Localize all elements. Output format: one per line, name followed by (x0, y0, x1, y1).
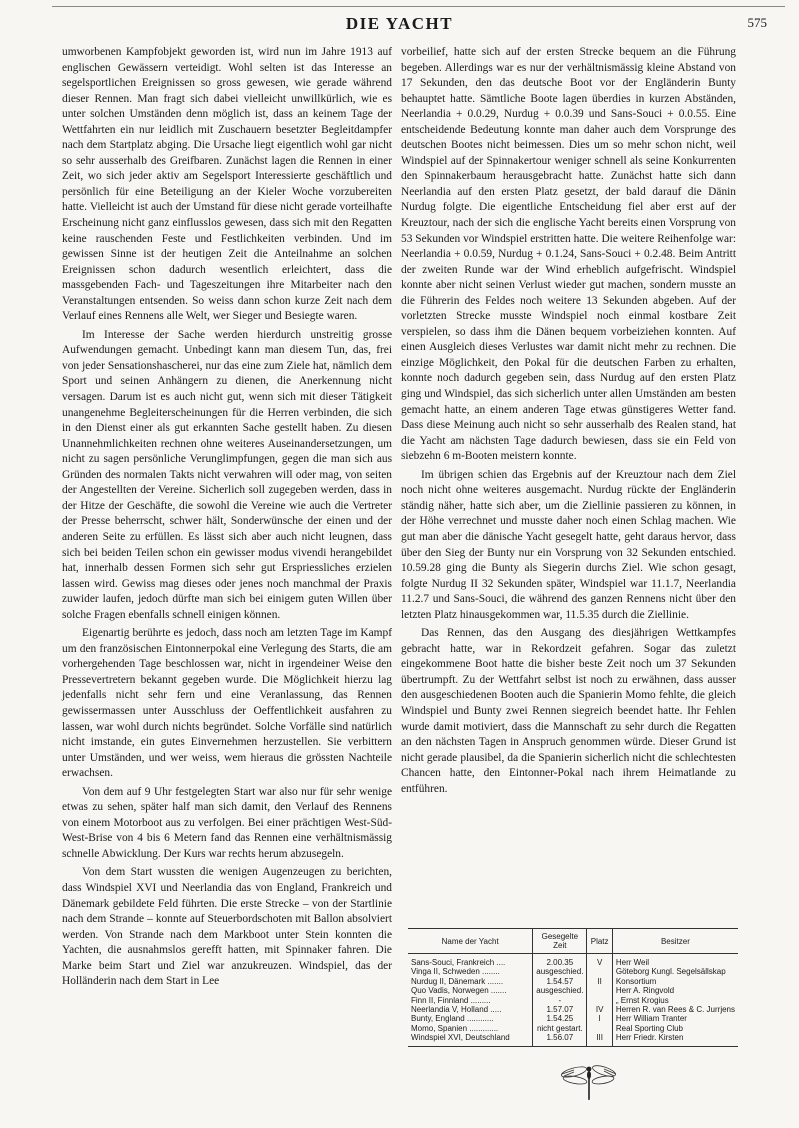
cell-zeit: ausgeschied. (533, 967, 587, 976)
table-row (408, 1005, 738, 1014)
header-zeit: Gesegelte Zeit (533, 929, 587, 954)
header-name: Name der Yacht (408, 929, 533, 954)
page-number: 575 (747, 15, 767, 30)
cell-yacht: Momo, Spanien ............. (411, 1023, 499, 1033)
cell-zeit: 2.00.35 (533, 954, 587, 968)
cell-zeit: 1.54.57 (533, 977, 587, 986)
header-platz: Platz (587, 929, 612, 954)
cell-besitzer: Real Sporting Club (612, 1024, 738, 1033)
table-row (408, 1033, 738, 1046)
page-title: DIE YACHT (345, 14, 454, 33)
paragraph: Im Interesse der Sache werden hierdurch unstreitig grosse Aufwendungen gemacht. Unbedingt kann man diesem Tun, das, frei von jeder Sensationshascherei, nur das eine zum Ziele hat, nämlich dem Sport und seinen Anhängern zu dienen, die Anerkennung nicht versagen. Darum ist es auch nicht gut, wenn sich mit dieser Tätigkeit unangenehme Begleiterscheinungen für die Herren verbinden, die sich in den Dienst einer als gut erkannten Sache gestellt haben. Zu diesen Unannehmlichkeiten rechnen ohne weiteres Auseinandersetzungen, um nicht zu sagen persönliche Verunglimpfungen, gegen die man sich aus Gründen des normalen Takts nicht verwahren will oder mag, von seiten der Angestellten der Vereine. Sicherlich soll zugegeben werden, dass in der Hitze der Geschäfte, die sowohl die Vereine wie auch die Vertreter der Presse beherrscht, schwer hält, Sonderwünsche der einen und der anderen Seite zu erfüllen. Es lässt sich aber auch nicht leugnen, dass sich bei beiden Teilen schon ein gewisser modus vivendi herangebildet hat, innerhalb dessen Formen sich sehr gut Erspriessliches erzielen lassen wird. Gewiss mag dieses oder jenes noch manchmal der Praxis zuwider laufen, jedoch dürfte man sich bei einigem guten Willen über solche Fragen ebenfalls schnell einigen können. (62, 328, 392, 621)
cell-platz: V (587, 954, 612, 968)
cell-zeit: nicht gestart. (533, 1024, 587, 1033)
right-column (401, 45, 736, 797)
table-row (408, 996, 738, 1005)
paragraph: vorbeilief, hatte sich auf der ersten Strecke bequem an die Führung begeben. Allerdings war es nur der verhältnismässig kleine Abstand von 17 Sekunden, den das deutsche Boot vor der Engländerin Bunty behauptet hatte. Sämtliche Boote lagen überdies in kurzen Abständen, Neerlandia + 0.0.29, Nurdug + 0.0.39 und Sans-Souci + 0.0.55. Eine entscheidende Bedeutung konnte man daher auch dem Vorsprunge des deutschen Bootes nicht beimessen. Dies um so mehr schon nicht, weil Windspiel auf der Spinnakertour weniger schnell als seine Konkurrenten den Spinnakerbaum herausgebracht hatte. Zunächst hatte sich dann Neerlandia auf den ersten Platz gesetzt, der bald darauf die Dänin Nurdug folgte. Die eigentliche Entscheidung fiel aber erst auf der Kreuztour, nach der sich die englische Yacht bereits einen Vorsprung von 53 Sekunden vor Windspiel erstritten hatte. Die weitere Reihenfolge war: Neerlandia + 0.0.59, Nurdug + 0.1.24, Sans-Souci + 0.2.48. Beim Antritt der zweiten Runde war der Wind erheblich aufgefrischt. Windspiel konnte aber nicht seinen Verlust wieder gut machen, sondern musste an die Führerin des Feldes noch weitere 13 Sekunden abgeben. Auf der vorletzten Strecke musste Windspiel noch einmal kostbare Zeit verspielen, so dass ihm die Dänen bequem vorbeiziehen konnten. Auf einen Ausgleich dieses Verlustes war damit nicht mehr zu rechnen. Die einzige Möglichkeit, den Pokal für die deutschen Farben zu erhalten, konnte noch dadurch gegeben sein, dass Nurdug auf den ersten Platz ging und Windspiel, das sich sicherlich unter allen Umständen am besten gemacht hatte, an einem anderen Tage etwas günstigeres Wetter fand. Dass diese Meinung auch nicht so sehr ausserhalb des Realen stand, hat die Yacht am nächsten Tage dadurch bewiesen, dass sie ein Feld von siebzehn 6 m-Booten meistern konnte. (401, 46, 736, 463)
cell-platz (587, 1024, 612, 1033)
cell-platz (587, 996, 612, 1005)
cell-platz (587, 986, 612, 995)
cell-zeit: - (533, 996, 587, 1005)
dragonfly-icon (560, 1060, 620, 1102)
cell-besitzer: Herr A. Ringvold (612, 986, 738, 995)
cell-zeit: 1.54.25 (533, 1014, 587, 1023)
cell-platz: II (587, 977, 612, 986)
cell-yacht: Finn II, Finnland ......... (411, 995, 491, 1005)
cell-zeit: 1.57.07 (533, 1005, 587, 1014)
cell-yacht: Windspiel XVI, Deutschland (408, 1033, 533, 1046)
cell-platz: III (587, 1033, 612, 1046)
cell-besitzer: Göteborg Kungl. Segelsällskap (612, 967, 738, 976)
cell-zeit: 1.56.07 (533, 1033, 587, 1046)
paragraph: Von dem auf 9 Uhr festgelegten Start war also nur für sehr wenige etwas zu sehen, später half man sich damit, den Verlauf des Rennens von einem Motorboot aus zu verfolgen. Bei einer prächtigen West-Süd-West-Brise von 4 bis 6 Metern fand das Rennen eine verhältnismässig schnelle Abwicklung. Der Kurs war rechts herum abzusegeln. (62, 785, 392, 860)
paragraph: Von dem Start wussten die wenigen Augenzeugen zu berichten, dass Windspiel XVI und Neerlandia das von England, Frankreich und Dänemark gebildete Feld führten. Die erste Strecke – von der Startlinie nach dem Strande – konnte auf Steuerbordschoten mit Ballon absolviert werden. Von Strande nach dem Markboot unter Stein konnten die Yachten, die ausnahmslos gerefft hatten, mit Spinnaker fahren. Die Marke beim Start und Ziel war anzukreuzen. Windspiel, das der Holländerin nach dem Start in Lee (62, 866, 392, 988)
cell-yacht: Quo Vadis, Norwegen ....... (411, 986, 507, 996)
cell-besitzer: Konsortium (612, 977, 738, 986)
top-rule (52, 6, 785, 7)
cell-besitzer: Herr William Tranter (612, 1014, 738, 1023)
cell-platz: I (587, 1014, 612, 1023)
cell-yacht: Sans-Souci, Frankreich .... (411, 958, 506, 967)
cell-besitzer: „ Ernst Krogius (612, 996, 738, 1005)
paragraph: Das Rennen, das den Ausgang des diesjährigen Wettkampfes gebracht hatte, war in Rekordzeit gefahren. Sogar das zuletzt eingekommene Boot hatte die bisher beste Zeit noch um 37 Sekunden übertrumpft. Zu der Wettfahrt selbst ist noch zu erwähnen, dass ausser den ausgeschiedenen Booten auch die Spanierin Momo fehlte, die gleich Windspiel und Bunty zwei Rennen siegreich beendet hatte. Ihr Fehlen wurde damit motiviert, dass die Mannschaft zu sehr durch die Regatten an den nächsten Tagen in Anspruch genommen würde. Dieser Grund ist nicht gerade plausibel, da die Spanierin sicherlich nicht die schlechtesten Chancen hatte, den Eintonner-Pokal nach ihrem Heimatlande zu entführen. (401, 627, 736, 795)
table-row (408, 954, 738, 968)
cell-platz: IV (587, 1005, 612, 1014)
table-row (408, 977, 738, 986)
table-row (408, 1024, 738, 1033)
table-row (408, 967, 738, 976)
paragraph: Im übrigen schien das Ergebnis auf der Kreuztour nach dem Ziel noch nicht ohne weiteres ausgemacht. Nurdug rückte der Engländerin ständig näher, hatte sich aber, um die Ziellinie passieren zu können, in der Höhe verrechnet und musste daher noch einen Schlag machen. Wie gut man aber die dänische Yacht gesegelt hatte, geht daraus hervor, dass über den Sieg der Bunty nur ein Vorsprung von 32 Sekunden entschied. 10.59.28 ging die Bunty als Siegerin durchs Ziel. Wie schon gesagt, folgte Nurdug II 32 Sekunden später, Windspiel war 11.1.7, Neerlandia 11.2.7 und Sans-Souci, die während des ganzen Rennens nicht über den letzten Platz hinausgekommen war, 11.5.35 durch die Ziellinie. (401, 468, 736, 621)
paragraph: umworbenen Kampfobjekt geworden ist, wird nun im Jahre 1913 auf englischen Gewässern verteidigt. Wohl selten ist das Interesse an segelsportlichen Ereignissen so gross gewesen, wie gerade während dieser Rennen. Man fragt sich dabei vielleicht unwillkürlich, wie es unter solchen Umständen denn möglich ist, dass an keinem Tage der Wettfahrten ein nur leidlich mit Zuschauern besetzter Begleitdampfer nach dem Startplatz abging. Die Ursache liegt eigentlich wohl gar nicht so sehr ausserhalb des Greifbaren. Zunächst lagen die Rennen in einer Zeit, wo sich jeder aktiv am Segelsport Interessierte geschäftlich und persönlich für eine Beteiligung an der Kieler Woche vorzubereiten hatte. Vielleicht ist auch der Umstand für diese nicht gerade vorteilhafte Erscheinung nicht ganz einflusslos gewesen, dass sich mit den Regatten keine rauschenden Feste und Festlichkeiten verbinden. Und im gewissen Sinne ist der heutigen Zeit die Anteilnahme an solchen Ereignissen schon dadurch wesentlich erleichtert, dass die massgebenden Fach- und Tageszeitungen ihre Mitarbeiter nach den Veranstaltungen entsenden. So weiss dann schon kurze Zeit nach dem Verlauf eines Rennens alle Welt, wer Sieger und Besiegte waren. (62, 46, 392, 323)
cell-yacht: Vinga II, Schweden ........ (411, 967, 500, 977)
cell-yacht: Bunty, England ............ (411, 1014, 494, 1024)
results-table (408, 928, 738, 1047)
cell-platz (587, 967, 612, 976)
cell-besitzer: Herr Friedr. Kirsten (612, 1033, 738, 1046)
left-column (62, 45, 392, 990)
cell-yacht: Nurdug II, Dänemark ....... (411, 976, 504, 986)
table-header-row (408, 929, 738, 954)
paragraph: Eigenartig berührte es jedoch, dass noch am letzten Tage im Kampf um den französischen Eintonnerpokal eine Verlegung des Starts, die am vorhergehenden Tage beschlossen war, nicht in irgendeiner Weise den Pressevertretern bekannt gegeben wurde. Die Möglichkeit hierzu lag jedenfalls nicht sehr fern und eine Veranlassung, das Rennen gewissermassen unter Ausschluss der Oeffentlichkeit ausfahren zu lassen, war wohl durch nichts begründet. Solche Vorfälle sind natürlich nicht imstande, ein gutes Einvernehmen herzustellen. Sie verbittern unter Umständen, und wer weiss, wem hieraus die grössten Nachteile erwachsen. (62, 627, 392, 780)
cell-besitzer: Herren R. van Rees & C. Jurrjens (612, 1005, 738, 1014)
cell-besitzer: Herr Weil (612, 954, 738, 968)
table-row (408, 986, 738, 995)
cell-yacht: Neerlandia V, Holland ..... (411, 1005, 502, 1015)
header-besitzer: Besitzer (612, 929, 738, 954)
table-row (408, 1014, 738, 1023)
cell-zeit: ausgeschied. (533, 986, 587, 995)
